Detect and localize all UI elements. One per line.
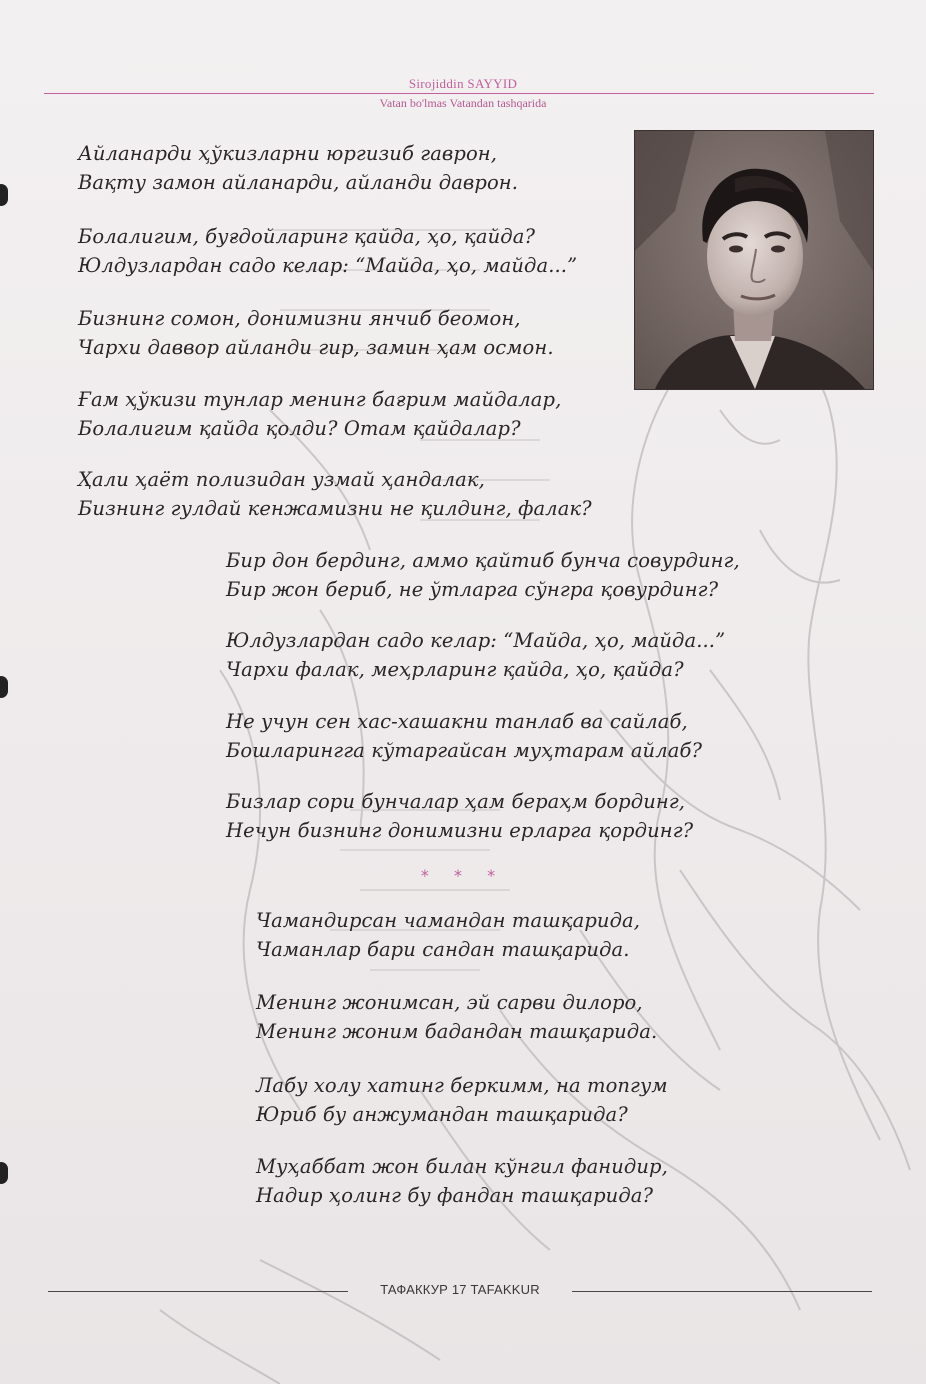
poem-separator: * * * bbox=[420, 866, 506, 885]
poem-line: Надир ҳолинг бу фандан ташқарида? bbox=[256, 1184, 654, 1207]
footer-divider-right bbox=[572, 1291, 872, 1292]
poem-line: Айланарди ҳўкизларни юргизиб гаврон, bbox=[78, 142, 498, 165]
binder-hole-icon bbox=[0, 184, 8, 206]
stanza bbox=[256, 1071, 668, 1129]
poem-line: Муҳаббат жон билан кўнгил фанидир, bbox=[256, 1155, 668, 1178]
stanza bbox=[256, 1152, 668, 1210]
stanza bbox=[78, 304, 554, 362]
portrait-photo-icon bbox=[634, 130, 874, 390]
poem-line: Бир жон бериб, не ўтларга сўнгра қовурдинг? bbox=[226, 578, 719, 601]
poem-line: Менинг жоним бадандан ташқарида. bbox=[256, 1020, 658, 1043]
poem-line: Менинг жонимсан, эй сарви дилоро, bbox=[256, 991, 643, 1014]
stanza bbox=[226, 626, 725, 684]
poem-line: Бир дон бердинг, аммо қайтиб бунча совурдинг, bbox=[226, 549, 740, 572]
poem-line: Лабу холу хатинг беркимм, на топгум bbox=[256, 1074, 668, 1097]
poem-line: Чамандирсан чамандан ташқарида, bbox=[256, 909, 641, 932]
poem-line: Чаманлар бари сандан ташқарида. bbox=[256, 938, 630, 961]
poem-line: Юриб бу анжумандан ташқарида? bbox=[256, 1103, 628, 1126]
poem-line: Чархи фалак, меҳрларинг қайда, ҳо, қайда? bbox=[226, 658, 684, 681]
poem-line: Бизнинг сомон, донимизни янчиб беомон, bbox=[78, 307, 521, 330]
stanza bbox=[226, 707, 702, 765]
page-footer: ТАФАККУР 17 TAFAKKUR bbox=[380, 1282, 540, 1297]
poem-line: Болалигим, буғдойларинг қайда, ҳо, қайда? bbox=[78, 225, 536, 248]
binder-hole-icon bbox=[0, 1162, 8, 1184]
stanza bbox=[78, 139, 518, 197]
stanza bbox=[78, 385, 561, 443]
poem-line: Ғам ҳўкизи тунлар менинг бағрим майдалар, bbox=[78, 388, 562, 411]
stanza bbox=[226, 546, 740, 604]
stanza bbox=[78, 465, 592, 523]
header-divider bbox=[44, 93, 874, 94]
poem-line: Бошларингга кўтаргайсан муҳтарам айлаб? bbox=[226, 739, 703, 762]
running-header-author: Sirojiddin SAYYID bbox=[408, 76, 518, 91]
poem-line: Бизнинг гулдай кенжамизни не қилдинг, фалак? bbox=[78, 497, 592, 520]
poem-line: Вақту замон айланарди, айланди даврон. bbox=[78, 171, 519, 194]
poem-line: Чархи даввор айланди гир, замин ҳам осмон. bbox=[78, 336, 554, 359]
binder-hole-icon bbox=[0, 676, 8, 698]
poem-line: Ҳали ҳаёт полизидан узмай ҳандалак, bbox=[78, 468, 485, 491]
poem-line: Болалигим қайда қолди? Отам қайдалар? bbox=[78, 417, 521, 440]
poem-line: Юлдузлардан садо келар: “Майда, ҳо, майда...” bbox=[226, 629, 726, 652]
footer-divider-left bbox=[48, 1291, 348, 1292]
stanza bbox=[226, 787, 693, 845]
poem-line: Не учун сен хас-хашакни танлаб ва сайлаб, bbox=[226, 710, 688, 733]
stanza bbox=[256, 988, 657, 1046]
poem-line: Нечун бизнинг донимизни ерларга қординг? bbox=[226, 819, 694, 842]
stanza bbox=[256, 906, 640, 964]
stanza bbox=[78, 222, 577, 280]
poem-line: Юлдузлардан садо келар: “Майда, ҳо, майда...” bbox=[78, 254, 578, 277]
running-header-title: Vatan bo'lmas Vatandan tashqarida bbox=[379, 96, 547, 110]
poem-line: Бизлар сори бунчалар ҳам бераҳм бординг, bbox=[226, 790, 686, 813]
